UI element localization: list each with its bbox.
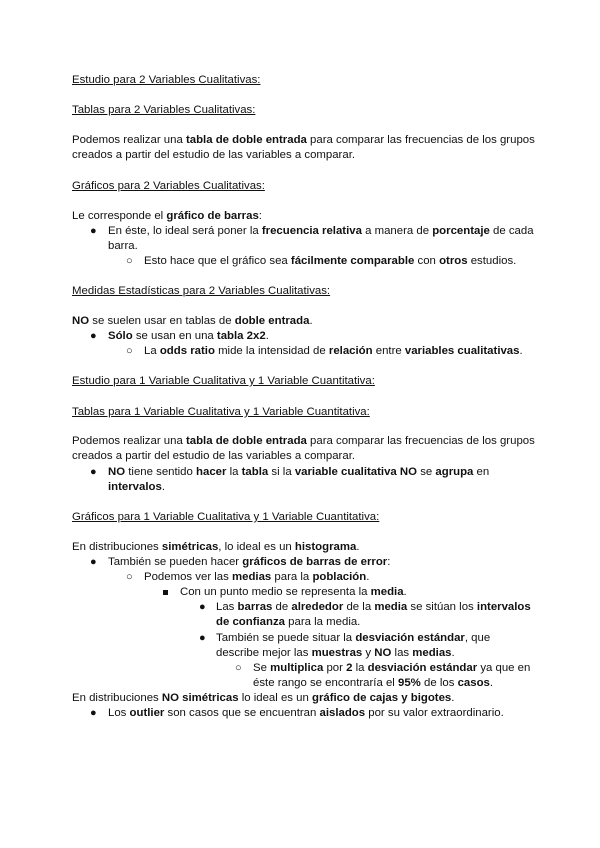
bullet-disc-icon: ● bbox=[90, 466, 97, 478]
bullet-circle-icon: ○ bbox=[126, 345, 133, 357]
paragraph-tablas-line1: Podemos realizar una tabla de doble entrada para comparar las frecuencias de los grupos bbox=[72, 134, 535, 146]
bullet-disc-icon: ● bbox=[199, 601, 206, 613]
paragraph-grafico-barras: Le corresponde el gráfico de barras: bbox=[72, 210, 262, 222]
list-item-multiplica-line2: éste rango se encontraría el 95% de los casos. bbox=[253, 677, 494, 689]
bullet-circle-icon: ○ bbox=[126, 255, 133, 267]
heading-tablas-2-cualitativas: Tablas para 2 Variables Cualitativas: bbox=[72, 104, 256, 116]
list-item-tabla-2x2: Sólo se usan en una tabla 2x2. bbox=[108, 330, 269, 342]
paragraph-tablas2-line1: Podemos realizar una tabla de doble entrada para comparar las frecuencias de los grupos bbox=[72, 435, 535, 447]
list-item-intervalos-line1: Las barras de alrededor de la media se sitúan los intervalos bbox=[216, 601, 531, 613]
bullet-disc-icon: ● bbox=[199, 632, 206, 644]
list-item-frecuencia-line2: barra. bbox=[108, 240, 138, 252]
bullet-circle-icon: ○ bbox=[235, 662, 242, 674]
paragraph-no-se-usan: NO se suelen usar en tablas de doble entrada. bbox=[72, 315, 313, 327]
list-item-frecuencia-line1: En éste, lo ideal será poner la frecuencia relativa a manera de porcentaje de cada bbox=[108, 225, 534, 237]
bullet-disc-icon: ● bbox=[90, 330, 97, 342]
bullet-disc-icon: ● bbox=[90, 556, 97, 568]
list-item-medias-poblacion: Podemos ver las medias para la población. bbox=[144, 571, 370, 583]
list-item-intervalos-line2: de confianza para la media. bbox=[216, 616, 361, 628]
list-item-odds-ratio: La odds ratio mide la intensidad de relación entre variables cualitativas. bbox=[144, 345, 523, 357]
heading-graficos-2-cualitativas: Gráficos para 2 Variables Cualitativas: bbox=[72, 180, 265, 192]
paragraph-tablas-line2: creados a partir del estudio de las variables a comparar. bbox=[72, 149, 356, 161]
bullet-circle-icon: ○ bbox=[126, 571, 133, 583]
heading-tablas-cual-cuant: Tablas para 1 Variable Cualitativa y 1 Variable Cuantitativa: bbox=[72, 406, 370, 418]
list-item-no-tiene-sentido-line1: NO tiene sentido hacer la tabla si la variable cualitativa NO se agrupa en bbox=[108, 466, 490, 478]
heading-estudio-2-cualitativas: Estudio para 2 Variables Cualitativas: bbox=[72, 74, 261, 86]
paragraph-tablas2-line2: creados a partir del estudio de las variables a comparar. bbox=[72, 450, 356, 462]
paragraph-simetricas: En distribuciones simétricas, lo ideal es un histograma. bbox=[72, 541, 360, 553]
list-item-desviacion-line1: También se puede situar la desviación estándar, que bbox=[216, 632, 491, 644]
bullet-disc-icon: ● bbox=[90, 707, 97, 719]
heading-medidas-2-cualitativas: Medidas Estadísticas para 2 Variables Cualitativas: bbox=[72, 285, 331, 297]
list-item-outlier: Los outlier son casos que se encuentran aislados por su valor extraordinario. bbox=[108, 707, 504, 719]
paragraph-no-simetricas: En distribuciones NO simétricas lo ideal es un gráfico de cajas y bigotes. bbox=[72, 692, 455, 704]
bullet-square-icon bbox=[163, 590, 168, 595]
heading-graficos-cual-cuant: Gráficos para 1 Variable Cualitativa y 1 Variable Cuantitativa: bbox=[72, 511, 380, 523]
heading-estudio-cual-cuant: Estudio para 1 Variable Cualitativa y 1 Variable Cuantitativa: bbox=[72, 375, 375, 387]
list-item-barras-error: También se pueden hacer gráficos de barras de error: bbox=[108, 556, 391, 568]
list-item-multiplica-line1: Se multiplica por 2 la desviación estándar ya que en bbox=[253, 662, 531, 674]
list-item-punto-medio: Con un punto medio se representa la media. bbox=[180, 586, 407, 598]
bullet-disc-icon: ● bbox=[90, 225, 97, 237]
list-item-desviacion-line2: describe mejor las muestras y NO las medias. bbox=[216, 647, 455, 659]
list-item-no-tiene-sentido-line2: intervalos. bbox=[108, 481, 165, 493]
list-item-comparable: Esto hace que el gráfico sea fácilmente comparable con otros estudios. bbox=[144, 255, 517, 267]
